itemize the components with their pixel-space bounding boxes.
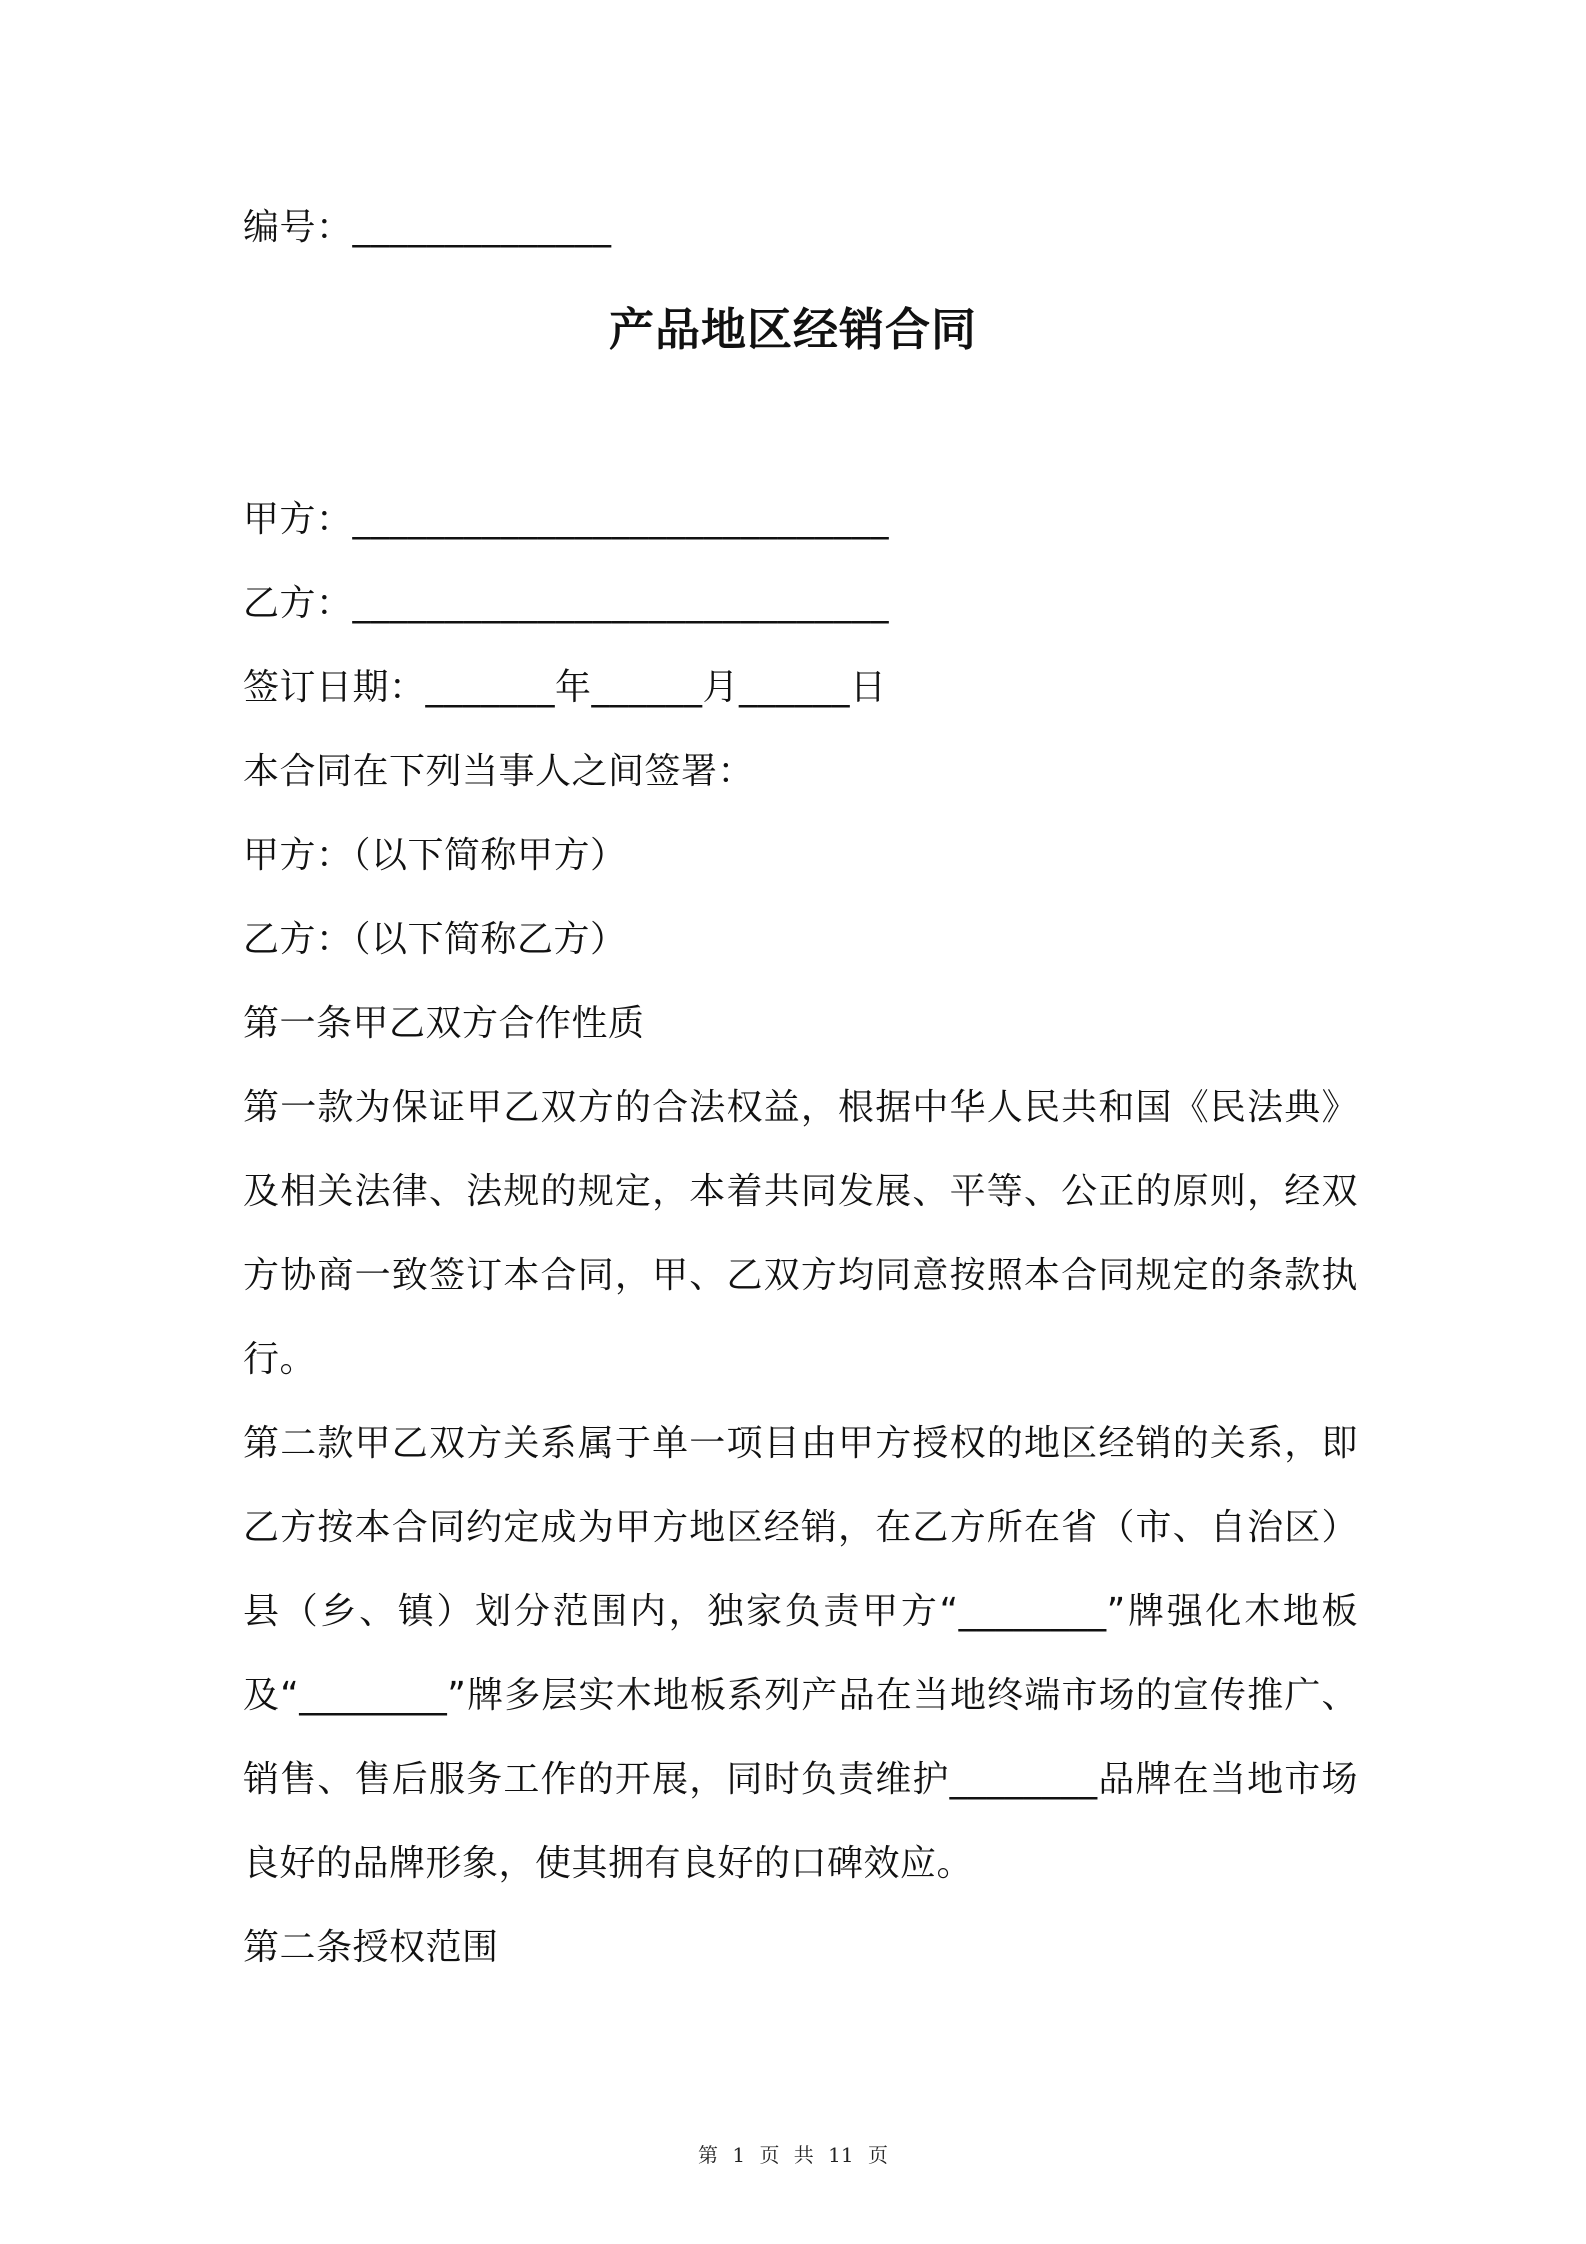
article-2-heading: 第二条授权范围 bbox=[243, 1927, 499, 1968]
sign-date-line: 签订日期：_______年______月______日 bbox=[243, 667, 887, 708]
party-b-abbreviation: 乙方：（以下简称乙方） bbox=[243, 919, 627, 960]
article-1-clause-2: 第二款甲乙双方关系属于单一项目由甲方授权的地区经销的关系，即乙方按本合同约定成为甲方地区经销，在乙方所在省（市、自治区）县（乡、镇）划分范围内，独家负责甲方“________”牌强化木地板及“________”牌多层实木地板系列产品在当地终端市场的宣传推广、销售、售后服务工作的开展，同时负责维护________品牌在当地市场良好的品牌形象，使其拥有良好的口碑效应。 bbox=[243, 1423, 1358, 1884]
party-b-line: 乙方：_____________________________ bbox=[243, 583, 890, 624]
document-title: 产品地区经销合同 bbox=[608, 303, 977, 356]
serial-number-line: 编号：______________ bbox=[243, 207, 612, 248]
article-1-clause-1: 第一款为保证甲乙双方的合法权益，根据中华人民共和国《民法典》及相关法律、法规的规定，本着共同发展、平等、公正的原则，经双方协商一致签订本合同，甲、乙双方均同意按照本合同规定的条款执行。 bbox=[243, 1087, 1358, 1380]
party-a-line: 甲方：_____________________________ bbox=[243, 499, 890, 540]
party-a-abbreviation: 甲方：（以下简称甲方） bbox=[243, 835, 627, 876]
intro-line: 本合同在下列当事人之间签署： bbox=[243, 751, 755, 792]
article-1-heading: 第一条甲乙双方合作性质 bbox=[243, 1003, 645, 1044]
page-indicator: 第 1 页 共 11 页 bbox=[698, 2143, 888, 2167]
